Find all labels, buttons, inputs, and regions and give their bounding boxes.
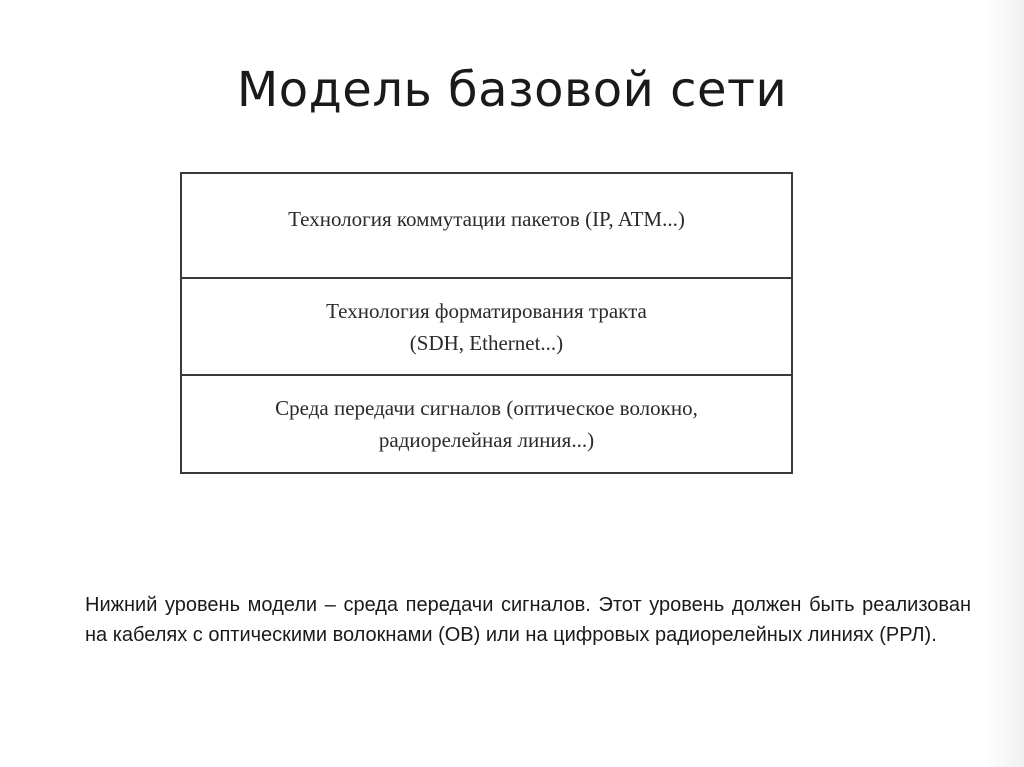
- layer-label-line2: радиорелейная линия...): [378, 428, 595, 452]
- layer-label-line1: Среда передачи сигналов (оптическое волокно,: [275, 396, 698, 420]
- layer-label-line1: Технология коммутации пакетов (IP, ATM...): [288, 206, 685, 231]
- slide-title: Модель базовой сети: [236, 62, 788, 118]
- layer-path-formatting: [182, 277, 791, 374]
- layer-transmission-medium: [182, 374, 791, 472]
- layer-label-line2: (SDH, Ethernet...): [409, 330, 564, 355]
- description-paragraph: Нижний уровень модели – среда передачи сигналов. Этот уровень должен быть реализован на кабелях с оптическими волокнами (ОВ) или на цифровых радиорелейных линиях (РРЛ).: [85, 594, 971, 646]
- layer-label-line1: Технология форматирования тракта: [326, 298, 647, 323]
- layer-packet-switching: [182, 174, 791, 277]
- network-model-diagram: [180, 172, 793, 474]
